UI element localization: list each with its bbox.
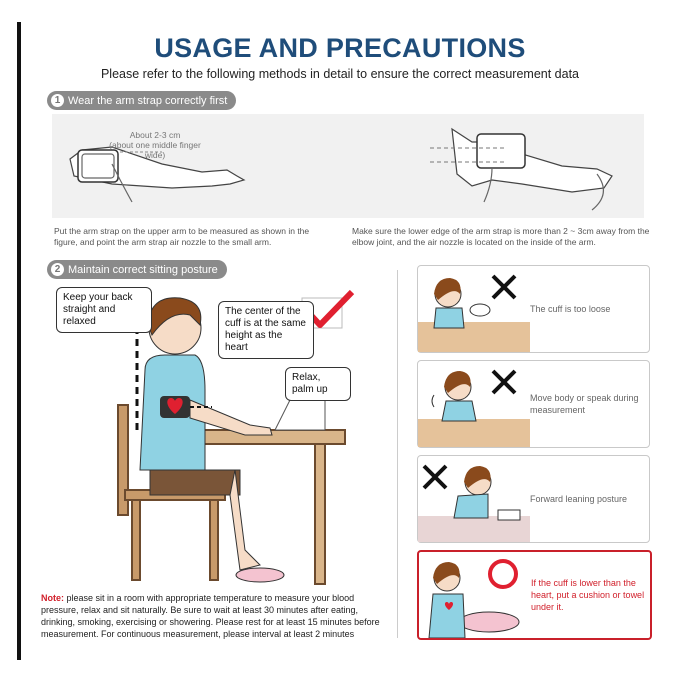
about-label-line2: (about one middle finger wide): [109, 140, 201, 160]
posture-card-cuff-loose: [417, 265, 650, 353]
bubble-back-straight: Keep your back straight and relaxed: [56, 287, 152, 333]
posture-card-cushion: [417, 550, 652, 640]
section-1-label: Wear the arm strap correctly first: [68, 94, 228, 107]
card-3-text: Forward leaning posture: [530, 494, 628, 504]
cross-mark-icon: [424, 466, 446, 488]
section-2-header: [47, 260, 227, 279]
bubble-relax-palm-up: Relax, palm up: [285, 367, 351, 401]
note-label: Note:: [41, 593, 64, 603]
section-2-number: 2: [51, 263, 64, 276]
card-1-text: The cuff is too loose: [530, 304, 611, 314]
card-2-text: Move body or speak during measurement: [530, 393, 639, 415]
note-paragraph: [41, 592, 386, 640]
note-text: please sit in a room with appropriate temperature to measure your blood pressure, relax and sit naturally. Be sure to wait at least 30 minutes after eating, drinking, smoking, exercising or showering. Please rest for at least 15 minutes before measurement. For continuous measurement, please interval at least 2 minutes: [41, 593, 380, 639]
cross-mark-icon: [493, 371, 515, 393]
card-3-illustration: [418, 456, 530, 542]
caption-arm-strap-left: Put the arm strap on the upper arm to be measured as shown in the figure, and point the arm strap air nozzle to the small arm.: [54, 226, 310, 247]
caption-arm-strap-right: Make sure the lower edge of the arm strap is more than 2 ~ 3cm away from the elbow joint, and the air nozzle is located on the inside of the arm.: [352, 226, 650, 247]
card-2-illustration: [418, 361, 530, 447]
cross-mark-icon: [493, 276, 515, 298]
section-2-label: Maintain correct sitting posture: [68, 263, 218, 276]
section-1-header: [47, 91, 236, 110]
about-label-line1: About 2-3 cm: [129, 130, 181, 140]
section-1-number: 1: [51, 94, 64, 107]
posture-card-forward-leaning: [417, 455, 650, 543]
bubble-cuff-heart-height: The center of the cuff is at the same height as the heart: [218, 301, 314, 359]
card-4-text: If the cuff is lower than the heart, put a cushion or towel under it.: [531, 578, 645, 612]
page-title: USAGE AND PRECAUTIONS: [154, 33, 526, 63]
card-4-illustration: [419, 552, 531, 638]
column-divider: [397, 270, 398, 638]
page-subtitle: Please refer to the following methods in detail to ensure the correct measurement data: [100, 67, 580, 81]
circle-ok-icon: [490, 561, 516, 587]
posture-card-move-speak: [417, 360, 650, 448]
card-1-illustration: [418, 266, 530, 352]
about-label: [100, 130, 210, 160]
left-border-bar: [17, 22, 21, 660]
